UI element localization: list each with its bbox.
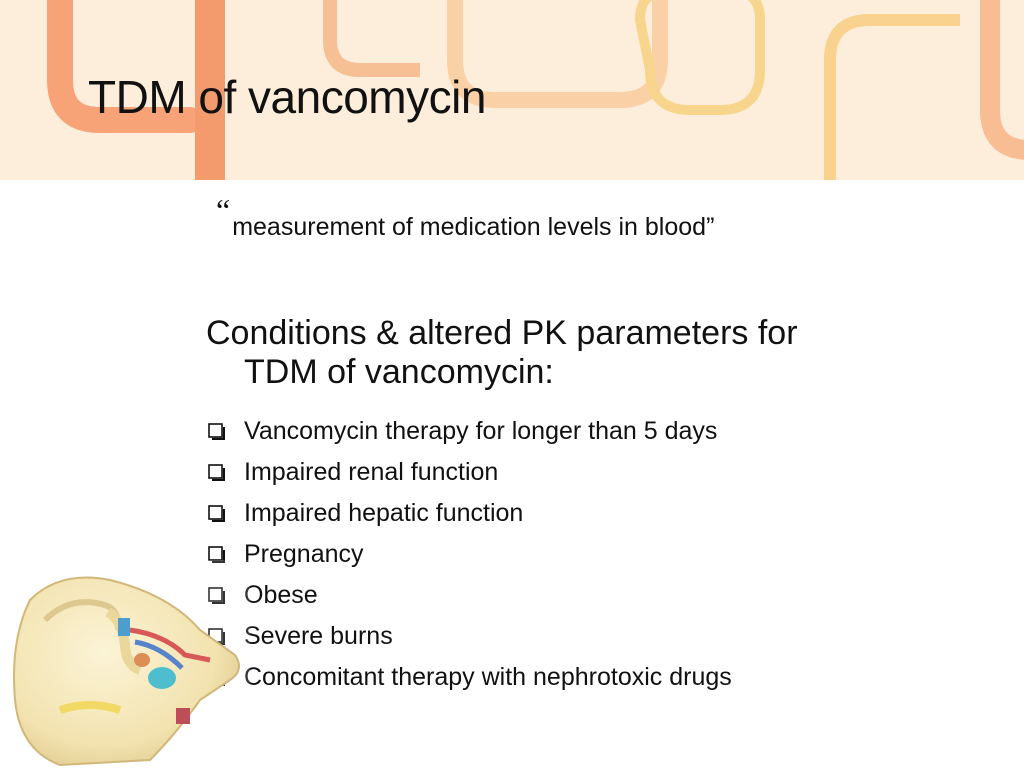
- checkbox-square-icon: [208, 505, 225, 522]
- list-item: [208, 616, 732, 657]
- slide-title: TDM of vancomycin: [88, 71, 486, 123]
- conditions-list: [208, 411, 732, 698]
- checkbox-square-icon: [208, 464, 225, 481]
- heading-line-1: Conditions & altered PK parameters for: [206, 314, 798, 352]
- checkbox-square-icon: [208, 423, 225, 440]
- ear-anatomy-model-image: [0, 560, 250, 768]
- list-item: [208, 534, 732, 575]
- list-item-text: Concomitant therapy with nephrotoxic drugs: [244, 663, 732, 691]
- section-heading: [206, 314, 966, 392]
- list-item-text: Obese: [244, 581, 318, 609]
- open-quote-mark: “: [216, 192, 231, 228]
- quote-text: measurement of medication levels in blood”: [232, 213, 715, 241]
- definition-quote: [216, 192, 715, 243]
- list-item: [208, 657, 732, 698]
- list-item: [208, 452, 732, 493]
- list-item-text: Impaired hepatic function: [244, 499, 524, 527]
- heading-line-2: TDM of vancomycin:: [244, 353, 554, 391]
- list-item: [208, 575, 732, 616]
- list-item: [208, 411, 732, 452]
- list-item-text: Vancomycin therapy for longer than 5 days: [244, 417, 718, 445]
- list-item-text: Severe burns: [244, 622, 393, 650]
- list-item: [208, 493, 732, 534]
- list-item-text: Pregnancy: [244, 540, 364, 568]
- list-item-text: Impaired renal function: [244, 458, 499, 486]
